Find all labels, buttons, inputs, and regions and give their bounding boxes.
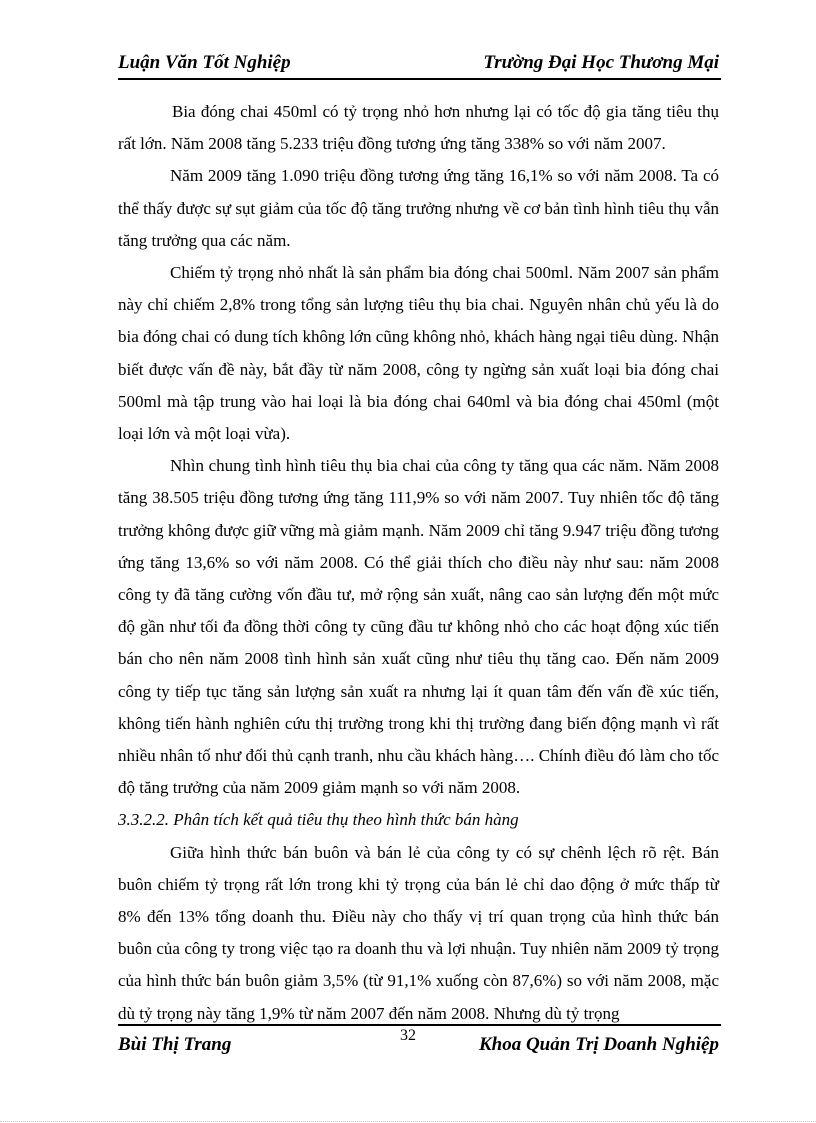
page-footer (118, 1024, 721, 1060)
page-edge-divider (0, 1121, 816, 1122)
university-name: Trường Đại Học Thương Mại (483, 52, 719, 73)
thesis-title: Luận Văn Tốt Nghiệp (118, 52, 291, 73)
author-name: Bùi Thị Trang (118, 1034, 232, 1055)
paragraph-3: Chiếm tỷ trọng nhỏ nhất là sản phẩm bia đóng chai 500ml. Năm 2007 sản phẩm này chỉ chiếm 2,8% trong tổng sản lượng tiêu thụ bia chai. Nguyên nhân chủ yếu là do bia đóng chai có dung tích không lớn cũng không nhỏ, khách hàng ngại tiêu dùng. Nhận biết được vấn đề này, bắt đầy từ năm 2008, công ty ngừng sản xuất loại bia đóng chai 500ml mà tập trung vào hai loại là bia đóng chai 640ml và bia đóng chai 450ml (một loại lớn và một loại vừa). (118, 263, 719, 444)
paragraph-2: Năm 2009 tăng 1.090 triệu đồng tương ứng tăng 16,1% so với năm 2008. Ta có thể thấy được sự sụt giảm của tốc độ tăng trưởng nhưng về cơ bản tình hình tiêu thụ vẫn tăng trưởng qua các năm. (118, 166, 719, 250)
paragraph-5: Giữa hình thức bán buôn và bán lẻ của công ty có sự chênh lệch rõ rệt. Bán buôn chiếm tỷ trọng rất lớn trong khi tỷ trọng của bán lẻ chỉ dao động ở mức thấp từ 8% đến 13% tổng doanh thu. Điều này cho thấy vị trí quan trọng của hình thức bán buôn của công ty trong việc tạo ra doanh thu và lợi nhuận. Tuy nhiên năm 2009 tỷ trọng của hình thức bán buôn giảm 3,5% (từ 91,1% xuống còn 87,6%) so với năm 2008, mặc dù tỷ trọng này tăng 1,9% từ năm 2007 đến năm 2008. Nhưng dù tỷ trọng (118, 842, 719, 1023)
section-subheading: 3.3.2.2. Phân tích kết quả tiêu thụ theo hình thức bán hàng (118, 810, 519, 830)
faculty-name: Khoa Quản Trị Doanh Nghiệp (478, 1034, 719, 1055)
page-header (118, 52, 721, 80)
paragraph-1: Bia đóng chai 450ml có tỷ trọng nhỏ hơn nhưng lại có tốc độ gia tăng tiêu thụ rất lớn. Năm 2008 tăng 5.233 triệu đồng tương ứng tăng 338% so với năm 2007. (118, 102, 719, 154)
paragraph-4: Nhìn chung tình hình tiêu thụ bia chai của công ty tăng qua các năm. Năm 2008 tăng 38.505 triệu đồng tương ứng tăng 111,9% so với năm 2007. Tuy nhiên tốc độ tăng trưởng không được giữ vững mà giảm mạnh. Năm 2009 chỉ tăng 9.947 triệu đồng tương ứng tăng 13,6% so với năm 2008. Có thể giải thích cho điều này như sau: năm 2008 công ty đã tăng cường vốn đầu tư, mở rộng sản xuất, nâng cao sản lượng đến một mức độ gần như tối đa đồng thời công ty cũng đầu tư không nhỏ cho các hoạt động xúc tiến bán cho nên năm 2008 tình hình sản xuất cũng như tiêu thụ tăng cao. Đến năm 2009 công ty tiếp tục tăng sản lượng sản xuất ra nhưng lại ít quan tâm đến vấn đề xúc tiến, không tiến hành nghiên cứu thị trường trong khi thị trường đang biến động mạnh vì rất nhiều nhân tố như đối thủ cạnh tranh, nhu cầu khách hàng…. Chính điều đó làm cho tốc độ tăng trưởng của năm 2009 giảm mạnh so với năm 2008. (118, 456, 719, 798)
body-text (118, 96, 719, 1030)
page-number: 32 (400, 1027, 416, 1044)
